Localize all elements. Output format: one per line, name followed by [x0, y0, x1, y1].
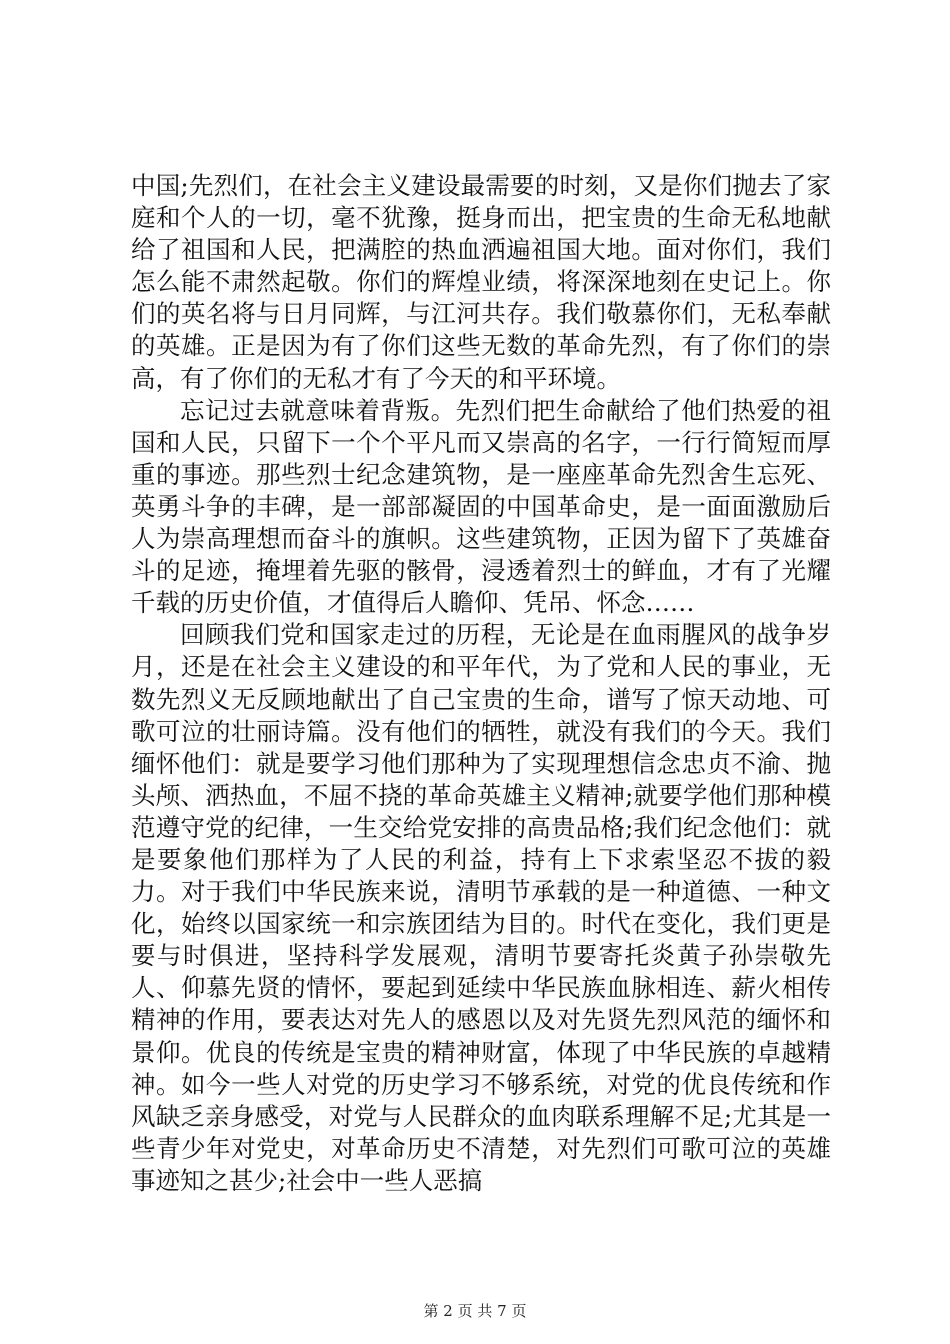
paragraph-3: 回顾我们党和国家走过的历程，无论是在血雨腥风的战争岁月，还是在社会主义建设的和平年代，为了党和人民的事业，无数先烈义无反顾地献出了自己宝贵的生命，谱写了惊天动地、可歌可泣的壮丽诗篇。没有他们的牺牲，就没有我们的今天。我们缅怀他们：就是要学习他们那种为了实现理想信念忠贞不渝、抛头颅、洒热血，不屈不挠的革命英雄主义精神;就要学他们那种模范遵守党的纪律，一生交给党安排的高贵品格;我们纪念他们：就是要象他们那样为了人民的利益，持有上下求索坚忍不拔的毅力。对于我们中华民族来说，清明节承载的是一种道德、一种文化，始终以国家统一和宗族团结为目的。时代在变化，我们更是要与时俱进，坚持科学发展观，清明节要寄托炎黄子孙崇敬先人、仰慕先贤的情怀，要起到延续中华民族血脉相连、薪火相传精神的作用，要表达对先人的感恩以及对先贤先烈风范的缅怀和景仰。优良的传统是宝贵的精神财富，体现了中华民族的卓越精神。如今一些人对党的历史学习不够系统，对党的优良传统和作风缺乏亲身感受，对党与人民群众的血肉联系理解不足;尤其是一些青少年对党史，对革命历史不清楚，对先烈们可歌可泣的英雄事迹知之甚少;社会中一些人恶搞	[131, 620, 831, 1195]
paragraph-1: 中国;先烈们，在社会主义建设最需要的时刻，又是你们抛去了家庭和个人的一切，毫不犹豫，挺身而出，把宝贵的生命无私地献给了祖国和人民，把满腔的热血洒遍祖国大地。面对你们，我们怎么能不肃然起敬。你们的辉煌业绩，将深深地刻在史记上。你们的英名将与日月同辉，与江河共存。我们敬慕你们，无私奉献的英雄。正是因为有了你们这些无数的革命先烈，有了你们的崇高，有了你们的无私才有了今天的和平环境。	[131, 171, 831, 393]
page-number-footer: 第 2 页 共 7 页	[423, 1302, 527, 1320]
paragraph-2: 忘记过去就意味着背叛。先烈们把生命献给了他们热爱的祖国和人民，只留下一个个平凡而又崇高的名字，一行行简短而厚重的事迹。那些烈士纪念建筑物，是一座座革命先烈舍生忘死、英勇斗争的丰碑，是一部部凝固的中国革命史，是一面面激励后人为崇高理想而奋斗的旗帜。这些建筑物，正因为留下了英雄奋斗的足迹，掩埋着先驱的骸骨，浸透着烈士的鲜血，才有了光耀千载的历史价值，才值得后人瞻仰、凭吊、怀念……	[131, 395, 831, 618]
body-text	[131, 170, 831, 1197]
